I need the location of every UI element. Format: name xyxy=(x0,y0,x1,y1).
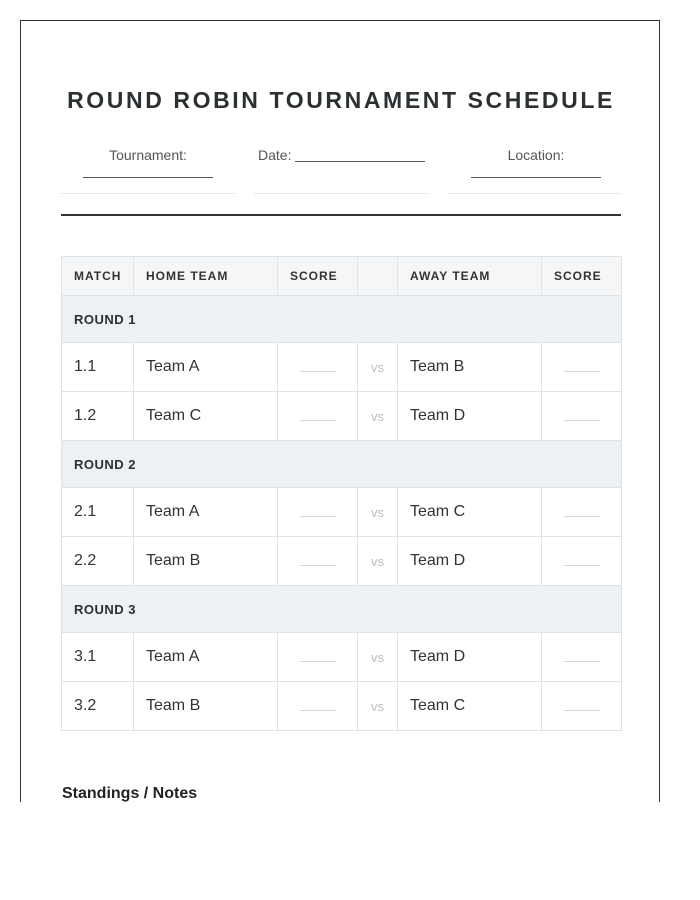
location-input-line[interactable] xyxy=(471,177,601,178)
home-score-cell[interactable] xyxy=(278,343,358,392)
home-score-header: SCORE xyxy=(278,257,358,296)
table-row xyxy=(62,392,622,441)
score-line xyxy=(300,565,336,566)
home-score-cell[interactable] xyxy=(278,537,358,586)
away-team-header: AWAY TEAM xyxy=(398,257,542,296)
tournament-input-line[interactable] xyxy=(83,177,213,178)
score-line xyxy=(300,371,336,372)
score-line xyxy=(564,516,600,517)
tournament-field xyxy=(61,147,235,181)
match-number: 3.2 xyxy=(62,682,134,731)
home-team: Team C xyxy=(134,392,278,441)
away-team: Team C xyxy=(398,488,542,537)
tournament-label: Tournament: xyxy=(109,147,187,163)
match-header: MATCH xyxy=(62,257,134,296)
match-number: 3.1 xyxy=(62,633,134,682)
vs-label: vs xyxy=(358,633,398,682)
match-number: 2.2 xyxy=(62,537,134,586)
vs-label: vs xyxy=(358,392,398,441)
score-line xyxy=(564,371,600,372)
header-rule xyxy=(61,214,621,216)
home-team: Team B xyxy=(134,682,278,731)
date-field xyxy=(258,147,425,163)
vs-label: vs xyxy=(358,343,398,392)
vs-label: vs xyxy=(358,488,398,537)
away-score-cell[interactable] xyxy=(542,392,622,441)
date-label: Date: xyxy=(258,147,292,163)
away-score-header: SCORE xyxy=(542,257,622,296)
away-score-cell[interactable] xyxy=(542,633,622,682)
vs-header xyxy=(358,257,398,296)
table-row xyxy=(62,682,622,731)
score-line xyxy=(564,420,600,421)
score-line xyxy=(564,565,600,566)
date-divider xyxy=(254,193,428,194)
table-row xyxy=(62,488,622,537)
away-score-cell[interactable] xyxy=(542,343,622,392)
away-team: Team D xyxy=(398,633,542,682)
home-team: Team B xyxy=(134,537,278,586)
round-row xyxy=(62,586,622,633)
score-line xyxy=(564,661,600,662)
score-line xyxy=(564,710,600,711)
home-score-cell[interactable] xyxy=(278,488,358,537)
location-field xyxy=(449,147,623,181)
match-number: 1.2 xyxy=(62,392,134,441)
match-number: 1.1 xyxy=(62,343,134,392)
home-team: Team A xyxy=(134,343,278,392)
tournament-divider xyxy=(61,193,235,194)
location-label: Location: xyxy=(507,147,565,163)
home-score-cell[interactable] xyxy=(278,682,358,731)
away-score-cell[interactable] xyxy=(542,488,622,537)
away-score-cell[interactable] xyxy=(542,537,622,586)
score-line xyxy=(300,516,336,517)
match-number: 2.1 xyxy=(62,488,134,537)
score-line xyxy=(300,420,336,421)
table-header-row xyxy=(62,257,622,296)
round-row xyxy=(62,296,622,343)
vs-label: vs xyxy=(358,682,398,731)
table-row xyxy=(62,537,622,586)
home-team: Team A xyxy=(134,488,278,537)
round-row xyxy=(62,441,622,488)
home-team-header: HOME TEAM xyxy=(134,257,278,296)
page-title: ROUND ROBIN TOURNAMENT SCHEDULE xyxy=(67,87,615,113)
score-line xyxy=(300,661,336,662)
home-score-cell[interactable] xyxy=(278,392,358,441)
date-input-line[interactable] xyxy=(295,161,425,162)
score-line xyxy=(300,710,336,711)
table-row xyxy=(62,343,622,392)
table-row xyxy=(62,633,622,682)
round-label: ROUND 2 xyxy=(62,441,622,488)
away-team: Team B xyxy=(398,343,542,392)
vs-label: vs xyxy=(358,537,398,586)
home-score-cell[interactable] xyxy=(278,633,358,682)
schedule-table xyxy=(61,256,622,731)
away-team: Team D xyxy=(398,392,542,441)
schedule-sheet xyxy=(20,20,660,802)
round-label: ROUND 3 xyxy=(62,586,622,633)
away-score-cell[interactable] xyxy=(542,682,622,731)
round-label: ROUND 1 xyxy=(62,296,622,343)
away-team: Team D xyxy=(398,537,542,586)
home-team: Team A xyxy=(134,633,278,682)
location-divider xyxy=(449,193,621,194)
away-team: Team C xyxy=(398,682,542,731)
notes-title: Standings / Notes xyxy=(62,785,198,802)
